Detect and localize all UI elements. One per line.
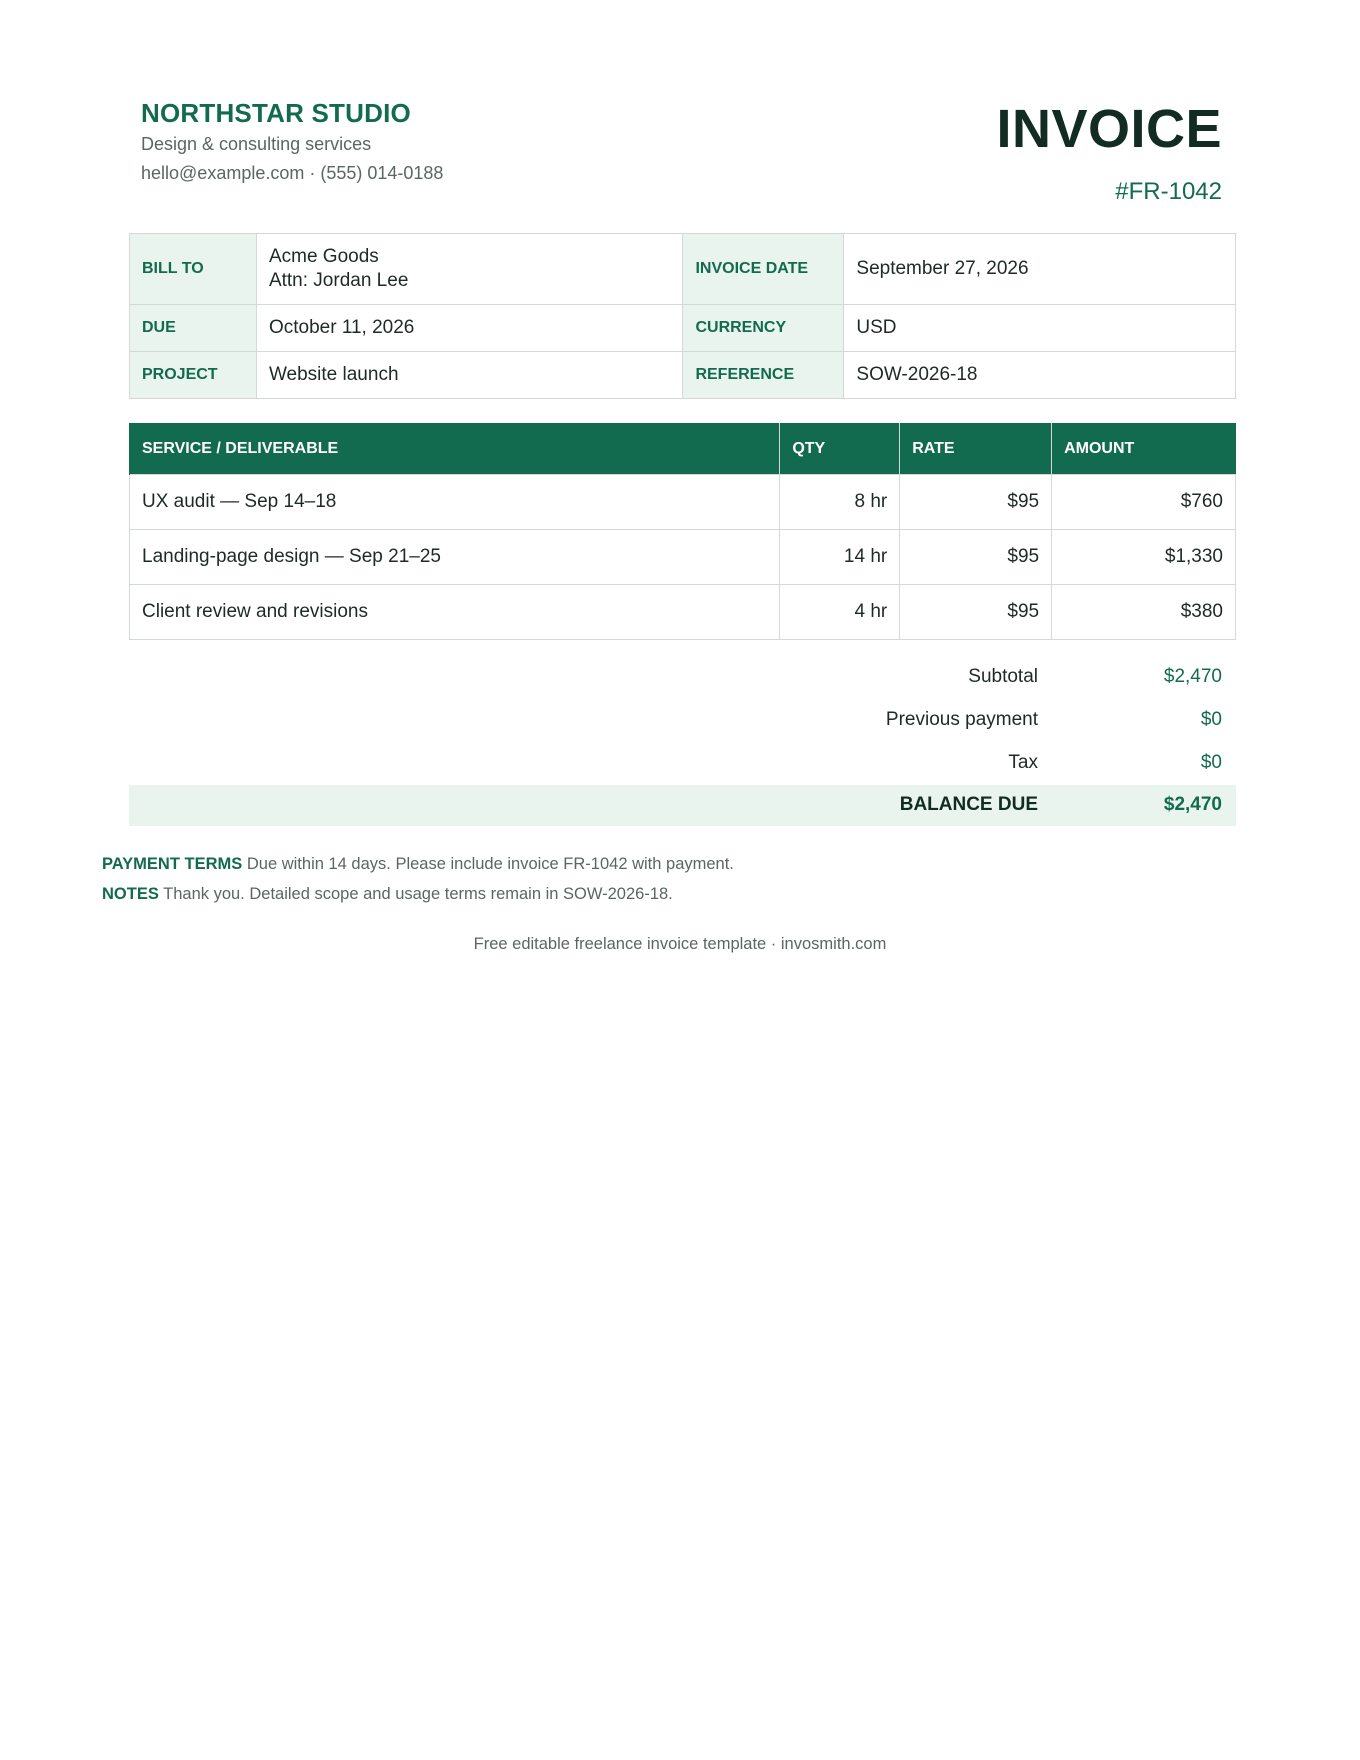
balance-due-label: BALANCE DUE (899, 794, 1038, 815)
tax-row (129, 742, 1236, 785)
totals-section (129, 656, 1236, 826)
item-service: Client review and revisions (130, 585, 780, 640)
tax-label: Tax (1008, 752, 1038, 773)
item-rate: $95 (900, 530, 1052, 585)
bill-to-company: Acme Goods (268, 246, 379, 267)
item-qty: 4 hr (780, 585, 900, 640)
reference-value: SOW-2026-18 (844, 352, 1236, 399)
table-row (130, 475, 1236, 530)
due-label: DUE (130, 305, 257, 352)
col-header-qty: QTY (780, 423, 900, 475)
project-label: PROJECT (130, 352, 257, 399)
invoice-number: #FR-1042 (1115, 178, 1222, 205)
previous-payment-value: $0 (1200, 709, 1222, 730)
notes-label: NOTES (102, 885, 159, 903)
currency-label: CURRENCY (683, 305, 844, 352)
meta-row (130, 305, 1236, 352)
item-amount: $1,330 (1052, 530, 1236, 585)
item-service: UX audit — Sep 14–18 (130, 475, 780, 530)
col-header-rate: RATE (900, 423, 1052, 475)
company-contact: hello@example.com · (555) 014-0188 (141, 163, 444, 183)
notes-text: Thank you. Detailed scope and usage terms remain in SOW-2026-18. (163, 885, 673, 903)
company-name: NORTHSTAR STUDIO (141, 98, 411, 128)
tax-value: $0 (1200, 752, 1222, 773)
balance-due-value: $2,470 (1163, 794, 1222, 815)
item-qty: 8 hr (780, 475, 900, 530)
invoice-date-value: September 27, 2026 (844, 234, 1236, 305)
payment-terms (102, 855, 734, 874)
invoice-date-label: INVOICE DATE (683, 234, 844, 305)
due-value: October 11, 2026 (256, 305, 683, 352)
item-rate: $95 (900, 585, 1052, 640)
subtotal-value: $2,470 (1163, 666, 1222, 687)
item-amount: $380 (1052, 585, 1236, 640)
meta-row (130, 352, 1236, 399)
col-header-service: SERVICE / DELIVERABLE (130, 423, 780, 475)
footer-text: Free editable freelance invoice template · invosmith.com (473, 935, 887, 953)
meta-row (130, 234, 1236, 305)
line-items-table (129, 423, 1236, 640)
item-rate: $95 (900, 475, 1052, 530)
project-value: Website launch (256, 352, 683, 399)
previous-payment-label: Previous payment (885, 709, 1038, 730)
bill-to-attn: Attn: Jordan Lee (268, 270, 409, 291)
payment-terms-text: Due within 14 days. Please include invoice FR-1042 with payment. (246, 855, 734, 873)
table-row (130, 585, 1236, 640)
item-service: Landing-page design — Sep 21–25 (130, 530, 780, 585)
bill-to-label: BILL TO (130, 234, 257, 305)
line-items-header (130, 423, 1236, 475)
company-tagline: Design & consulting services (141, 134, 372, 154)
invoice-meta-table (129, 233, 1236, 399)
balance-due-row (129, 785, 1236, 826)
subtotal-label: Subtotal (968, 666, 1038, 687)
table-row (130, 530, 1236, 585)
currency-value: USD (844, 305, 1236, 352)
item-amount: $760 (1052, 475, 1236, 530)
item-qty: 14 hr (780, 530, 900, 585)
bill-to-value (256, 234, 683, 305)
reference-label: REFERENCE (683, 352, 844, 399)
notes (102, 885, 673, 904)
previous-payment-row (129, 699, 1236, 742)
payment-terms-label: PAYMENT TERMS (102, 855, 243, 873)
invoice-title: INVOICE (996, 99, 1222, 159)
col-header-amount: AMOUNT (1052, 423, 1236, 475)
subtotal-row (129, 656, 1236, 699)
